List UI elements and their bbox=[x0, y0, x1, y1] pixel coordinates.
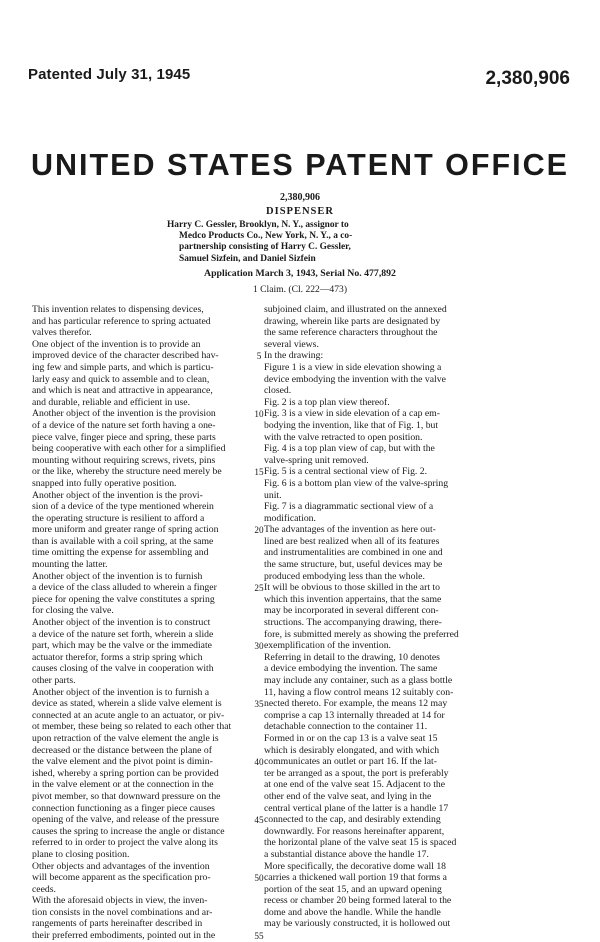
line-number: 50 bbox=[254, 873, 264, 884]
text-line: It will be obvious to those skilled in the art to bbox=[264, 582, 440, 594]
inventors-line: Samuel Sizfein, and Daniel Sizfein bbox=[179, 253, 316, 264]
text-line: causes closing of the valve in cooperation with bbox=[32, 663, 214, 675]
text-line: a device of the nature set forth, wherein a slide bbox=[32, 628, 214, 640]
text-line: the same structure, but, useful devices may be bbox=[264, 559, 443, 571]
text-line: causes the spring to increase the angle or distance bbox=[32, 825, 225, 837]
text-line: plane to closing position. bbox=[32, 848, 130, 860]
text-line: their preferred embodiments, pointed out in the bbox=[32, 930, 216, 942]
text-line: With the aforesaid objects in view, the inven- bbox=[32, 895, 208, 907]
text-line: part, which may be the valve or the immediate bbox=[32, 640, 212, 652]
text-line: recess or chamber 20 being formed lateral to the bbox=[264, 895, 452, 907]
text-line: the same reference characters throughout the bbox=[264, 327, 438, 339]
text-line: actuator therefor, forms a strip spring which bbox=[32, 651, 203, 663]
text-line: ished, whereby a spring portion can be provided bbox=[32, 767, 219, 779]
line-number: 35 bbox=[254, 699, 264, 710]
text-line: several views. bbox=[264, 338, 319, 350]
text-line: modification. bbox=[264, 512, 316, 524]
line-number: 30 bbox=[254, 641, 264, 652]
text-line: fore, is submitted merely as showing the preferred bbox=[264, 628, 459, 640]
text-line: than is available with a coil spring, at the same bbox=[32, 535, 214, 547]
text-line: connected at an acute angle to an actuator, or piv- bbox=[32, 709, 225, 721]
text-line: Formed in or on the cap 13 is a valve seat 15 bbox=[264, 732, 438, 744]
text-line: In the drawing: bbox=[264, 350, 324, 362]
text-line: Fig. 7 is a diagrammatic sectional view of a bbox=[264, 501, 434, 513]
claims-line: 1 Claim. (Cl. 222—473) bbox=[252, 284, 348, 295]
line-number: 40 bbox=[254, 757, 264, 768]
text-line: in the valve element or at the connection in the bbox=[32, 779, 214, 791]
text-line: device embodying the invention with the valve bbox=[264, 373, 446, 385]
text-line: a substantial distance above the handle 17. bbox=[264, 848, 429, 860]
text-line: Other objects and advantages of the invention bbox=[32, 860, 210, 872]
text-line: lined are best realized when all of its features bbox=[264, 535, 440, 547]
application-line: Application March 3, 1943, Serial No. 477,892 bbox=[204, 268, 396, 279]
text-line: the horizontal plane of the valve seat 15 is spaced bbox=[264, 837, 457, 849]
text-line: portion of the seat 15, and an upward opening bbox=[264, 883, 442, 895]
text-line: mounting the latter. bbox=[32, 559, 108, 571]
text-line: Fig. 5 is a central sectional view of Fig. 2. bbox=[264, 466, 428, 478]
text-line: the operating structure is resilient to afford a bbox=[32, 512, 205, 524]
text-line: a device embodying the invention. The same bbox=[264, 663, 438, 675]
text-line: piece valve, finger piece and spring, these parts bbox=[32, 431, 216, 443]
text-line: Figure 1 is a view in side elevation showing a bbox=[264, 361, 442, 373]
text-line: Another object of the invention is to furnish bbox=[32, 570, 203, 582]
text-line: at one end of the valve seat 15. Adjacent to the bbox=[264, 779, 446, 791]
inventors-line: Harry C. Gessler, Brooklyn, N. Y., assignor to bbox=[167, 220, 349, 230]
text-line: of a device of the nature set forth having a one- bbox=[32, 419, 216, 431]
line-number: 25 bbox=[254, 583, 264, 594]
text-line: snapped into fully operative position. bbox=[32, 477, 177, 489]
line-number: 5 bbox=[256, 351, 262, 362]
text-line: Fig. 3 is a view in side elevation of a cap em- bbox=[264, 408, 440, 420]
text-line: which this invention appertains, that the same bbox=[264, 593, 442, 605]
text-line: comprise a cap 13 internally threaded at 14 for bbox=[264, 709, 445, 721]
text-line: One object of the invention is to provide an bbox=[32, 338, 201, 350]
text-line: sion of a device of the type mentioned wherein bbox=[32, 501, 214, 513]
text-line: closed. bbox=[264, 385, 292, 397]
text-line: Fig. 4 is a top plan view of cap, but with the bbox=[264, 443, 435, 455]
text-line: rangements of parts hereinafter described in bbox=[32, 918, 203, 930]
inventors-line: partnership consisting of Harry C. Gessler, bbox=[179, 242, 351, 253]
text-line: opening of the valve, and release of the pressure bbox=[32, 814, 219, 826]
text-line: ot member, these being so related to each other that bbox=[32, 721, 232, 733]
text-line: central vertical plane of the latter is a handle 17 bbox=[264, 802, 449, 814]
line-number: 45 bbox=[254, 815, 264, 826]
text-line: Fig. 2 is a top plan view thereof. bbox=[264, 396, 390, 408]
inventors-line: Medco Products Co., New York, N. Y., a co- bbox=[179, 231, 353, 242]
text-line: Another object of the invention is to furnish a bbox=[32, 686, 210, 698]
text-line: piece for opening the valve constitutes a spring bbox=[32, 593, 215, 605]
invention-title: DISPENSER bbox=[266, 206, 334, 217]
text-line: may include any container, such as a glass bottle bbox=[264, 675, 453, 686]
text-line: exemplification of the invention. bbox=[264, 640, 391, 652]
text-line: Referring in detail to the drawing, 10 denotes bbox=[264, 651, 440, 663]
text-line: The advantages of the invention as here out- bbox=[264, 524, 436, 536]
text-line: a device of the class alluded to wherein a finger bbox=[32, 582, 217, 594]
text-line: Another object of the invention is the provi- bbox=[32, 489, 203, 501]
text-line: and which is neat and attractive in appearance, bbox=[32, 385, 213, 397]
text-line: nected thereto. For example, the means 12 may bbox=[264, 698, 448, 710]
text-line: pivot member, so that downward pressure on the bbox=[32, 790, 221, 802]
right-column bbox=[264, 304, 570, 930]
text-line: connection functioning as a finger piece causes bbox=[32, 802, 215, 814]
text-line: larly easy and quick to assemble and to clean, bbox=[32, 373, 210, 385]
text-line: may be incorporated in several different con- bbox=[264, 605, 439, 617]
line-number: 55 bbox=[254, 931, 264, 942]
inventors-block bbox=[167, 220, 352, 265]
text-line: dome and above the handle. While the handle bbox=[264, 906, 441, 918]
text-line: and durable, reliable and efficient in use. bbox=[32, 396, 190, 408]
text-line: other end of the valve seat, and lying in the bbox=[264, 790, 432, 802]
text-line: decreased or the distance between the plane of bbox=[32, 744, 212, 756]
patent-number: 2,380,906 bbox=[280, 192, 320, 203]
text-line: the valve element and the pivot point is dimin- bbox=[32, 756, 213, 768]
text-line: or the like, whereby the structure need merely be bbox=[32, 466, 222, 478]
text-line: Fig. 6 is a bottom plan view of the valve-spring bbox=[264, 477, 449, 489]
text-line: for closing the valve. bbox=[32, 605, 114, 617]
text-line: valves therefor. bbox=[32, 327, 92, 339]
text-line: bodying the invention, like that of Fig. 1, but bbox=[264, 419, 439, 431]
text-line: and has particular reference to spring actuated bbox=[32, 315, 211, 327]
text-line: detachable connection to the container 11. bbox=[264, 721, 428, 733]
text-line: with the valve retracted to open position. bbox=[264, 431, 423, 443]
text-line: ing few and simple parts, and which is particu- bbox=[32, 361, 214, 373]
text-line: tion consists in the novel combinations and ar- bbox=[32, 906, 213, 918]
office-title: UNITED STATES PATENT OFFICE bbox=[30, 148, 570, 182]
text-line: drawing, wherein like parts are designated by bbox=[264, 315, 441, 327]
text-line: which is desirably elongated, and with which bbox=[264, 744, 440, 756]
text-line: valve-spring unit removed. bbox=[264, 454, 369, 466]
text-line: and instrumentalities are combined in one and bbox=[264, 547, 443, 559]
text-line: other parts. bbox=[32, 675, 76, 686]
text-line: communicates an outlet or part 16. If the lat- bbox=[264, 756, 437, 768]
text-line: may be variously constructed, it is hollowed out bbox=[264, 918, 451, 930]
text-line: being cooperative with each other for a simplified bbox=[32, 443, 226, 455]
text-line: More specifically, the decorative dome wall 18 bbox=[264, 860, 447, 872]
text-line: referred to in order to project the valve along its bbox=[32, 837, 218, 849]
text-line: Another object of the invention is to construct bbox=[32, 617, 211, 629]
text-line: more uniform and greater range of spring action bbox=[32, 524, 219, 536]
text-line: produced embodying less than the whole. bbox=[264, 570, 425, 582]
text-line: This invention relates to dispensing devices, bbox=[32, 304, 204, 315]
text-line: Another object of the invention is the provision bbox=[32, 408, 216, 420]
text-line: upon retraction of the valve element the angle is bbox=[32, 732, 219, 744]
text-line: device as stated, wherein a slide valve element is bbox=[32, 698, 222, 710]
text-line: time omitting the expense for assembling and bbox=[32, 547, 209, 559]
text-line: carries a thickened wall portion 19 that forms a bbox=[264, 872, 447, 884]
text-line: unit. bbox=[264, 489, 282, 501]
line-number: 20 bbox=[254, 525, 264, 536]
text-line: connected to the cap, and desirably extending bbox=[264, 814, 441, 826]
patent-number-header: 2,380,906 bbox=[485, 68, 570, 89]
text-line: subjoined claim, and illustrated on the annexed bbox=[264, 304, 447, 315]
line-number: 10 bbox=[254, 409, 264, 420]
text-line: structions. The accompanying drawing, there- bbox=[264, 617, 442, 629]
text-line: will become apparent as the specification pro- bbox=[32, 872, 211, 884]
text-line: improved device of the character described hav- bbox=[32, 350, 219, 362]
text-line: downwardly. For reasons hereinafter apparent, bbox=[264, 825, 445, 837]
line-number: 15 bbox=[254, 467, 264, 478]
left-column bbox=[32, 304, 257, 942]
text-line: mounting without requiring screws, rivets, pins bbox=[32, 454, 216, 466]
text-line: ceeds. bbox=[32, 883, 56, 895]
patented-date: Patented July 31, 1945 bbox=[28, 66, 191, 83]
text-line: ter be arranged as a spout, the port is preferably bbox=[264, 767, 449, 779]
text-line: 11, having a flow control means 12 suitably con- bbox=[264, 686, 454, 698]
